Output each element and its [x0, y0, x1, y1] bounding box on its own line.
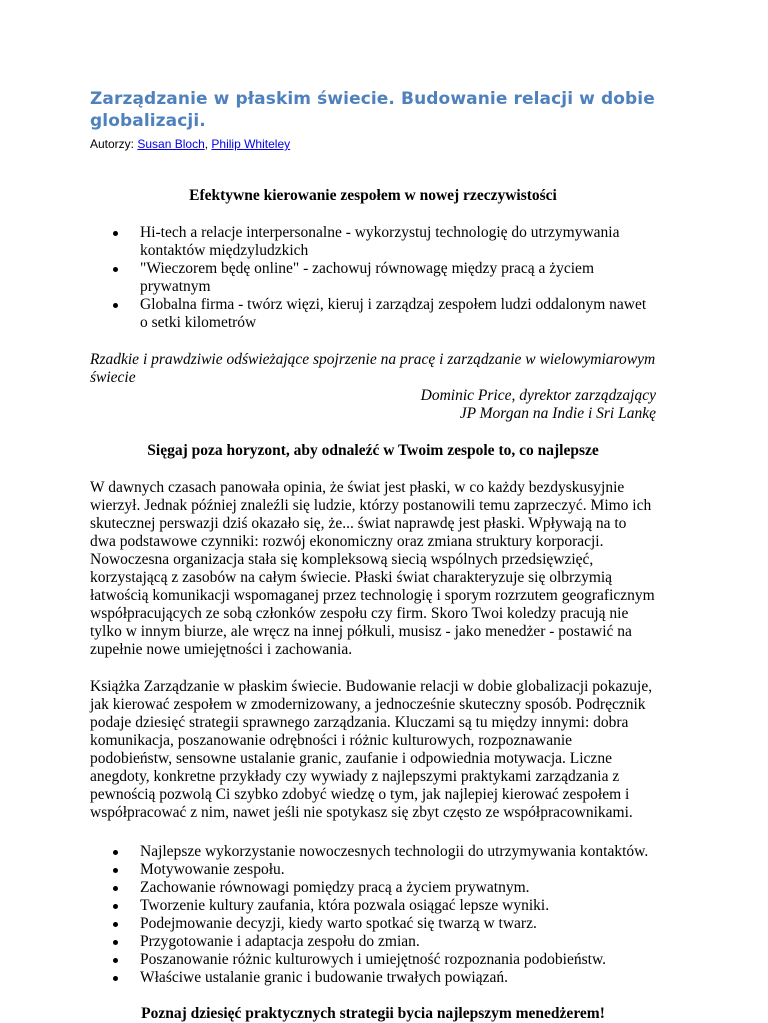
author-link-susan-bloch[interactable]: Susan Bloch	[137, 137, 205, 151]
list-item	[140, 879, 656, 897]
list-item-text: Tworzenie kultury zaufania, która pozwala osiągać lepsze wyniki.	[140, 897, 550, 914]
bullet-icon	[113, 886, 118, 891]
list-item	[140, 296, 656, 332]
feature-list	[90, 224, 656, 332]
bullet-icon	[113, 267, 118, 272]
section-heading-poznaj: Poznaj dziesięć praktycznych strategii bycia najlepszym menedżerem!	[141, 1005, 605, 1022]
section-heading-efektywne: Efektywne kierowanie zespołem w nowej rzeczywistości	[189, 187, 557, 204]
bullet-icon	[113, 850, 118, 855]
bullet-icon	[113, 958, 118, 963]
bullet-icon	[113, 940, 118, 945]
body-paragraph: W dawnych czasach panowała opinia, że świat jest płaski, w co każdy bezdyskusyjnie wierzył. Jednak później znaleźli się ludzie, którzy postanowili temu zaprzeczyć. Mimo ich skutecznej perswazji dziś okazało się, że... świat naprawdę jest płaski. Wpływają na to dwa podstawowe czynniki: rozwój ekonomiczny oraz zmiana struktury korporacji. Nowoczesna organizacja stała się kompleksową siecią wspólnych przedsięwzięć, korzystającą z zasobów na całym świecie. Płaski świat charakteryzuje się olbrzymią łatwością komunikacji wspomaganej przez technologię i sporym rozrzutem geograficznym współpracujących ze sobą członków zespołu czy firm. Skoro Twoi koledzy pracują nie tylko w innym biurze, ale wręcz na innej półkuli, musisz - jako menedżer - postawić na zupełnie nowe umiejętności i zachowania.	[90, 479, 655, 658]
list-item-text: Motywowanie zespołu.	[140, 861, 285, 878]
list-item	[140, 933, 656, 951]
list-item	[140, 260, 656, 296]
list-item-text: Globalna firma - twórz więzi, kieruj i zarządzaj zespołem ludzi oddalonym nawet o setki kilometrów	[140, 296, 647, 331]
list-item-text: Przygotowanie i adaptacja zespołu do zmian.	[140, 933, 420, 950]
list-item-text: Zachowanie równowagi pomiędzy pracą a życiem prywatnym.	[140, 879, 530, 896]
review-quote: Rzadkie i prawdziwie odświeżające spojrzenie na pracę i zarządzanie w wielowymiarowym świecie	[90, 351, 656, 386]
bullet-icon	[113, 303, 118, 308]
list-item	[140, 951, 656, 969]
quote-author: Dominic Price, dyrektor zarządzający	[420, 387, 656, 404]
authors-label: Autorzy:	[90, 137, 138, 151]
list-item	[140, 224, 656, 260]
bullet-icon	[113, 868, 118, 873]
bullet-icon	[113, 904, 118, 909]
document-title: Zarządzanie w płaskim świecie. Budowanie relacji w dobie globalizacji.	[90, 89, 655, 131]
authors-line	[90, 136, 656, 152]
section-heading-siegaj: Sięgaj poza horyzont, aby odnaleźć w Twoim zespole to, co najlepsze	[147, 442, 599, 459]
list-item-text: Poszanowanie różnic kulturowych i umiejętność rozpoznania podobieństw.	[140, 951, 607, 968]
list-item-text: Najlepsze wykorzystanie nowoczesnych technologii do utrzymywania kontaktów.	[140, 843, 649, 860]
bullet-icon	[113, 976, 118, 981]
list-item-text: Hi-tech a relacje interpersonalne - wykorzystuj technologię do utrzymywania kontaktów międzyludzkich	[140, 224, 620, 259]
list-item	[140, 969, 656, 987]
bullet-icon	[113, 922, 118, 927]
strategy-list	[90, 843, 656, 987]
list-item-text: "Wieczorem będę online" - zachowuj równowagę między pracą a życiem prywatnym	[140, 260, 594, 295]
quote-company: JP Morgan na Indie i Sri Lankę	[459, 405, 656, 422]
author-link-philip-whiteley[interactable]: Philip Whiteley	[211, 137, 291, 151]
list-item	[140, 915, 656, 933]
list-item	[140, 843, 656, 861]
body-paragraph: Książka Zarządzanie w płaskim świecie. Budowanie relacji w dobie globalizacji pokazuje, jak kierować zespołem w zmodernizowany, a jednocześnie skuteczny sposób. Podręcznik podaje dziesięć strategii sprawnego zarządzania. Kluczami są tu między innymi: dobra komunikacja, poszanowanie odrębności i różnic kulturowych, rozpoznawanie podobieństw, sensowne ustalanie granic, zaufanie i odpowiednia motywacja. Liczne anegdoty, konkretne przykłady czy wywiady z najlepszymi praktykami zarządzania z pewnością pozwolą Ci szybko zdobyć wiedzę o tym, jak najlepiej kierować zespołem i współpracować z nim, nawet jeśli nie spotykasz się zbyt często ze współpracownikami.	[90, 678, 653, 821]
authors-separator: ,	[204, 137, 212, 151]
list-item-text: Właściwe ustalanie granic i budowanie trwałych powiązań.	[140, 969, 508, 986]
list-item	[140, 861, 656, 879]
bullet-icon	[113, 231, 118, 236]
list-item	[140, 897, 656, 915]
list-item-text: Podejmowanie decyzji, kiedy warto spotkać się twarzą w twarz.	[140, 915, 537, 932]
